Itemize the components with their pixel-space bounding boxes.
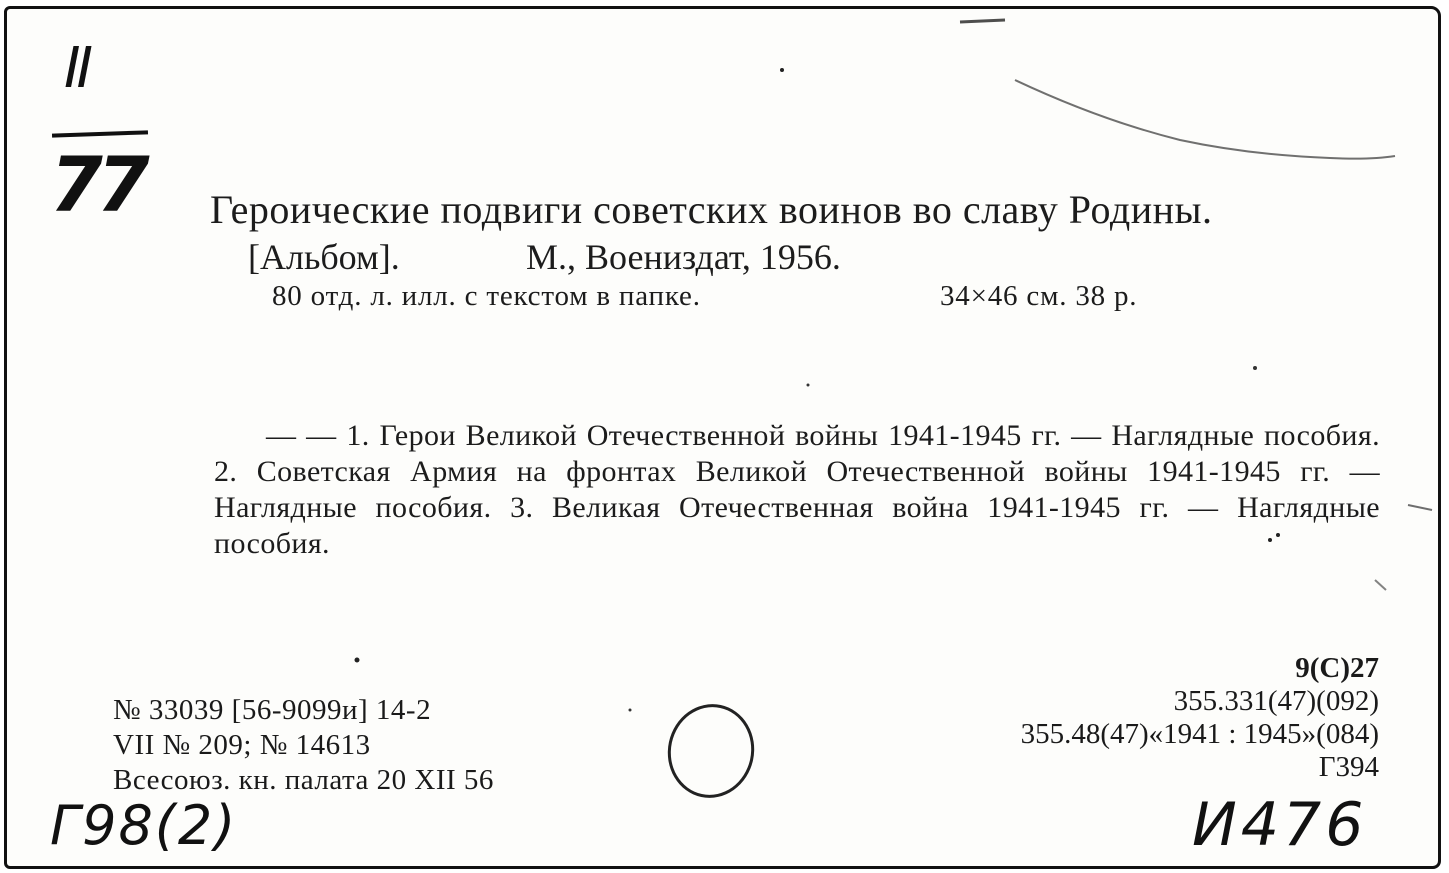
registry-number: № 33039 [56-9099и] 14-2 [113,694,432,726]
title-continuation [248,236,841,278]
handwritten-note-left: Г98(2) [50,794,238,857]
collation: 80 отд. л. илл. с текстом в папке. [272,280,701,312]
book-title: Героические подвиги советских воинов во славу Родины. [210,187,1213,232]
shelfmark-roman: II [64,36,90,101]
classification-block [1021,652,1379,784]
shelfmark-number: 77 [50,140,144,229]
registry-codes: VII № 209; № 14613 [113,729,371,761]
classification-udc-2: 355.48(47)«1941 : 1945»(084) [1020,718,1379,750]
subject-headings: — — 1. Герои Великой Отечественной войны 1941-1945 гг. — Наглядные пособия. 2. Советская Армия на фронтах Великой Отечественной войны 1941-1945 гг. — Наглядные пособия. 3. Великая Отечественная война 1941-1945 гг. — Наглядные пособия. [214,419,1380,560]
dimensions-price: 34×46 см. 38 р. [940,280,1138,312]
format-note: [Альбом]. [248,237,400,277]
imprint: М., Воениздат, 1956. [526,237,841,277]
registry-chamber: Всесоюз. кн. палата 20 XII 56 [113,764,494,796]
classification-udc-1: 355.331(47)(092) [1173,685,1379,717]
author-mark: Г394 [1318,751,1379,783]
handwritten-note-right: И476 [1192,790,1368,860]
registry-block [113,693,494,798]
collation-line [272,280,1138,313]
classification-index: 9(С)27 [1295,652,1379,684]
